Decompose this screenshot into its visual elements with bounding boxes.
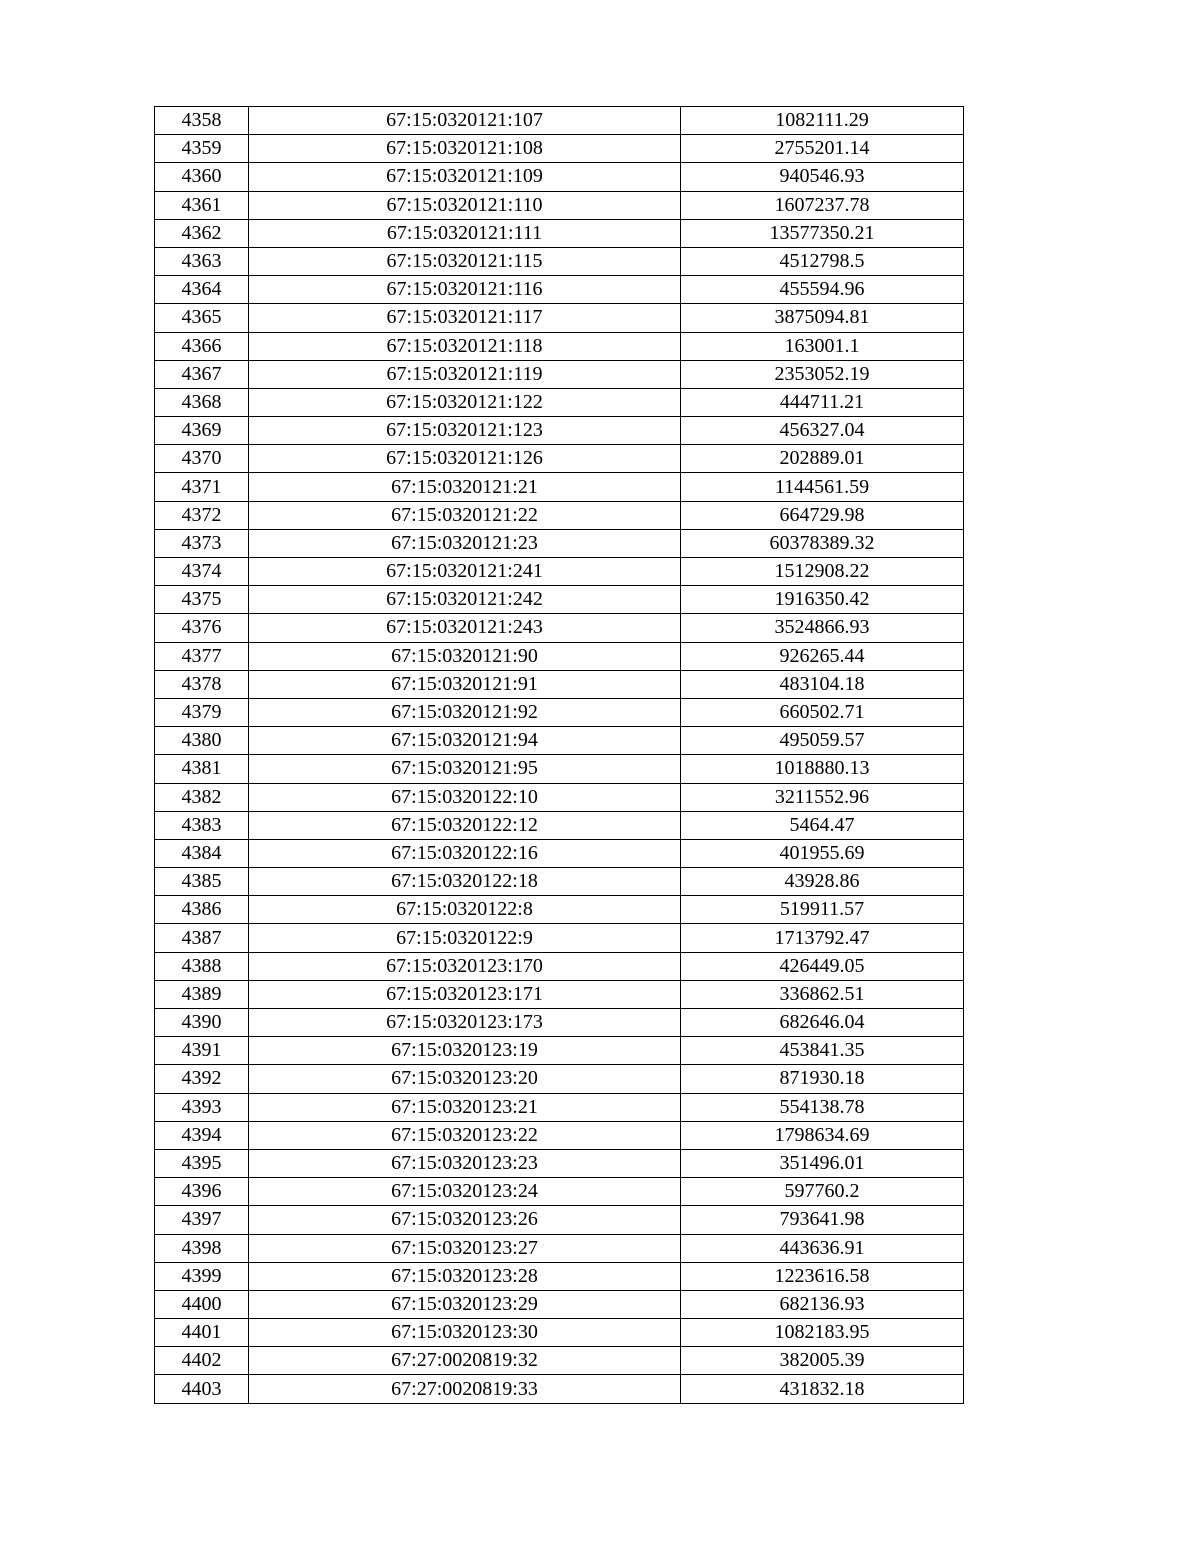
table-row [155, 642, 964, 670]
cadastral-number-cell: 67:15:0320122:10 [249, 783, 681, 811]
table-row [155, 558, 964, 586]
cadastral-value-table [154, 106, 964, 1404]
table-row [155, 1262, 964, 1290]
value-cell: 664729.98 [681, 501, 964, 529]
row-number-cell: 4388 [155, 952, 249, 980]
table-row [155, 727, 964, 755]
table-row [155, 1178, 964, 1206]
cadastral-number-cell: 67:15:0320123:24 [249, 1178, 681, 1206]
row-number-cell: 4365 [155, 304, 249, 332]
table-row [155, 304, 964, 332]
cadastral-number-cell: 67:15:0320121:110 [249, 191, 681, 219]
table-row [155, 360, 964, 388]
cadastral-number-cell: 67:15:0320121:95 [249, 755, 681, 783]
value-cell: 1713792.47 [681, 924, 964, 952]
table-row [155, 1149, 964, 1177]
value-cell: 336862.51 [681, 980, 964, 1008]
table-row [155, 670, 964, 698]
cadastral-number-cell: 67:15:0320121:90 [249, 642, 681, 670]
cadastral-number-cell: 67:15:0320123:170 [249, 952, 681, 980]
value-cell: 2353052.19 [681, 360, 964, 388]
row-number-cell: 4401 [155, 1319, 249, 1347]
row-number-cell: 4381 [155, 755, 249, 783]
row-number-cell: 4403 [155, 1375, 249, 1403]
cadastral-number-cell: 67:15:0320123:22 [249, 1121, 681, 1149]
table-row [155, 924, 964, 952]
cadastral-number-cell: 67:15:0320121:243 [249, 614, 681, 642]
row-number-cell: 4374 [155, 558, 249, 586]
value-cell: 455594.96 [681, 276, 964, 304]
cadastral-number-cell: 67:15:0320122:8 [249, 896, 681, 924]
value-cell: 3211552.96 [681, 783, 964, 811]
table-row [155, 135, 964, 163]
cadastral-number-cell: 67:15:0320121:241 [249, 558, 681, 586]
cadastral-number-cell: 67:15:0320123:173 [249, 1009, 681, 1037]
value-cell: 1223616.58 [681, 1262, 964, 1290]
cadastral-number-cell: 67:15:0320123:26 [249, 1206, 681, 1234]
value-cell: 60378389.32 [681, 529, 964, 557]
cadastral-number-cell: 67:15:0320123:19 [249, 1037, 681, 1065]
value-cell: 554138.78 [681, 1093, 964, 1121]
row-number-cell: 4399 [155, 1262, 249, 1290]
row-number-cell: 4382 [155, 783, 249, 811]
cadastral-number-cell: 67:27:0020819:32 [249, 1347, 681, 1375]
cadastral-number-cell: 67:15:0320123:29 [249, 1290, 681, 1318]
row-number-cell: 4378 [155, 670, 249, 698]
row-number-cell: 4398 [155, 1234, 249, 1262]
table-body [155, 107, 964, 1404]
table-row [155, 980, 964, 1008]
row-number-cell: 4375 [155, 586, 249, 614]
cadastral-number-cell: 67:15:0320122:18 [249, 868, 681, 896]
row-number-cell: 4369 [155, 417, 249, 445]
cadastral-number-cell: 67:15:0320122:9 [249, 924, 681, 952]
value-cell: 1916350.42 [681, 586, 964, 614]
row-number-cell: 4359 [155, 135, 249, 163]
cadastral-number-cell: 67:15:0320121:108 [249, 135, 681, 163]
row-number-cell: 4386 [155, 896, 249, 924]
value-cell: 1798634.69 [681, 1121, 964, 1149]
row-number-cell: 4385 [155, 868, 249, 896]
row-number-cell: 4366 [155, 332, 249, 360]
table-row [155, 219, 964, 247]
value-cell: 519911.57 [681, 896, 964, 924]
value-cell: 1607237.78 [681, 191, 964, 219]
table-row [155, 388, 964, 416]
cadastral-number-cell: 67:15:0320123:23 [249, 1149, 681, 1177]
table-row [155, 839, 964, 867]
value-cell: 793641.98 [681, 1206, 964, 1234]
table-row [155, 247, 964, 275]
cadastral-number-cell: 67:15:0320121:23 [249, 529, 681, 557]
value-cell: 495059.57 [681, 727, 964, 755]
table-row [155, 1121, 964, 1149]
value-cell: 940546.93 [681, 163, 964, 191]
row-number-cell: 4360 [155, 163, 249, 191]
table-row [155, 1065, 964, 1093]
value-cell: 444711.21 [681, 388, 964, 416]
row-number-cell: 4371 [155, 473, 249, 501]
row-number-cell: 4396 [155, 1178, 249, 1206]
cadastral-number-cell: 67:15:0320121:92 [249, 698, 681, 726]
table-row [155, 445, 964, 473]
table-row [155, 1375, 964, 1403]
cadastral-number-cell: 67:15:0320121:116 [249, 276, 681, 304]
cadastral-number-cell: 67:15:0320121:109 [249, 163, 681, 191]
cadastral-number-cell: 67:15:0320121:242 [249, 586, 681, 614]
value-cell: 1018880.13 [681, 755, 964, 783]
row-number-cell: 4377 [155, 642, 249, 670]
value-cell: 2755201.14 [681, 135, 964, 163]
row-number-cell: 4362 [155, 219, 249, 247]
value-cell: 4512798.5 [681, 247, 964, 275]
table-row [155, 1234, 964, 1262]
table-row [155, 783, 964, 811]
cadastral-number-cell: 67:15:0320121:118 [249, 332, 681, 360]
value-cell: 163001.1 [681, 332, 964, 360]
table-row [155, 1319, 964, 1347]
table-row [155, 1206, 964, 1234]
row-number-cell: 4367 [155, 360, 249, 388]
table-row [155, 473, 964, 501]
table-row [155, 952, 964, 980]
value-cell: 401955.69 [681, 839, 964, 867]
row-number-cell: 4361 [155, 191, 249, 219]
cadastral-number-cell: 67:27:0020819:33 [249, 1375, 681, 1403]
cadastral-number-cell: 67:15:0320123:27 [249, 1234, 681, 1262]
cadastral-number-cell: 67:15:0320121:119 [249, 360, 681, 388]
row-number-cell: 4393 [155, 1093, 249, 1121]
cadastral-number-cell: 67:15:0320121:21 [249, 473, 681, 501]
table-row [155, 614, 964, 642]
value-cell: 1144561.59 [681, 473, 964, 501]
row-number-cell: 4370 [155, 445, 249, 473]
cadastral-number-cell: 67:15:0320121:22 [249, 501, 681, 529]
table-row [155, 107, 964, 135]
cadastral-number-cell: 67:15:0320121:111 [249, 219, 681, 247]
table-row [155, 191, 964, 219]
value-cell: 3875094.81 [681, 304, 964, 332]
cadastral-number-cell: 67:15:0320123:171 [249, 980, 681, 1008]
table-row [155, 1290, 964, 1318]
table-row [155, 332, 964, 360]
value-cell: 660502.71 [681, 698, 964, 726]
table-row [155, 868, 964, 896]
value-cell: 382005.39 [681, 1347, 964, 1375]
value-cell: 483104.18 [681, 670, 964, 698]
value-cell: 682136.93 [681, 1290, 964, 1318]
table-row [155, 501, 964, 529]
cadastral-number-cell: 67:15:0320123:20 [249, 1065, 681, 1093]
row-number-cell: 4397 [155, 1206, 249, 1234]
cadastral-number-cell: 67:15:0320121:91 [249, 670, 681, 698]
table-row [155, 529, 964, 557]
value-cell: 926265.44 [681, 642, 964, 670]
value-cell: 351496.01 [681, 1149, 964, 1177]
row-number-cell: 4391 [155, 1037, 249, 1065]
table-row [155, 755, 964, 783]
value-cell: 1082183.95 [681, 1319, 964, 1347]
cadastral-number-cell: 67:15:0320121:126 [249, 445, 681, 473]
row-number-cell: 4364 [155, 276, 249, 304]
table-row [155, 1093, 964, 1121]
row-number-cell: 4363 [155, 247, 249, 275]
value-cell: 5464.47 [681, 811, 964, 839]
row-number-cell: 4392 [155, 1065, 249, 1093]
value-cell: 443636.91 [681, 1234, 964, 1262]
value-cell: 456327.04 [681, 417, 964, 445]
table-row [155, 417, 964, 445]
table-row [155, 163, 964, 191]
table-row [155, 1009, 964, 1037]
row-number-cell: 4358 [155, 107, 249, 135]
row-number-cell: 4400 [155, 1290, 249, 1318]
value-cell: 871930.18 [681, 1065, 964, 1093]
value-cell: 43928.86 [681, 868, 964, 896]
value-cell: 453841.35 [681, 1037, 964, 1065]
row-number-cell: 4390 [155, 1009, 249, 1037]
row-number-cell: 4376 [155, 614, 249, 642]
row-number-cell: 4372 [155, 501, 249, 529]
value-cell: 426449.05 [681, 952, 964, 980]
table-row [155, 896, 964, 924]
table-row [155, 1347, 964, 1375]
row-number-cell: 4389 [155, 980, 249, 1008]
row-number-cell: 4379 [155, 698, 249, 726]
cadastral-number-cell: 67:15:0320121:123 [249, 417, 681, 445]
row-number-cell: 4402 [155, 1347, 249, 1375]
row-number-cell: 4387 [155, 924, 249, 952]
cadastral-number-cell: 67:15:0320123:28 [249, 1262, 681, 1290]
row-number-cell: 4383 [155, 811, 249, 839]
cadastral-number-cell: 67:15:0320121:94 [249, 727, 681, 755]
value-cell: 682646.04 [681, 1009, 964, 1037]
table-row [155, 698, 964, 726]
cadastral-number-cell: 67:15:0320121:117 [249, 304, 681, 332]
value-cell: 13577350.21 [681, 219, 964, 247]
value-cell: 431832.18 [681, 1375, 964, 1403]
cadastral-number-cell: 67:15:0320123:30 [249, 1319, 681, 1347]
cadastral-number-cell: 67:15:0320122:16 [249, 839, 681, 867]
value-cell: 3524866.93 [681, 614, 964, 642]
cadastral-number-cell: 67:15:0320121:107 [249, 107, 681, 135]
row-number-cell: 4394 [155, 1121, 249, 1149]
table-row [155, 811, 964, 839]
row-number-cell: 4368 [155, 388, 249, 416]
row-number-cell: 4380 [155, 727, 249, 755]
table-row [155, 276, 964, 304]
table-row [155, 586, 964, 614]
cadastral-number-cell: 67:15:0320121:122 [249, 388, 681, 416]
table-row [155, 1037, 964, 1065]
cadastral-number-cell: 67:15:0320123:21 [249, 1093, 681, 1121]
cadastral-number-cell: 67:15:0320121:115 [249, 247, 681, 275]
value-cell: 597760.2 [681, 1178, 964, 1206]
row-number-cell: 4373 [155, 529, 249, 557]
value-cell: 202889.01 [681, 445, 964, 473]
value-cell: 1082111.29 [681, 107, 964, 135]
value-cell: 1512908.22 [681, 558, 964, 586]
cadastral-number-cell: 67:15:0320122:12 [249, 811, 681, 839]
row-number-cell: 4395 [155, 1149, 249, 1177]
row-number-cell: 4384 [155, 839, 249, 867]
